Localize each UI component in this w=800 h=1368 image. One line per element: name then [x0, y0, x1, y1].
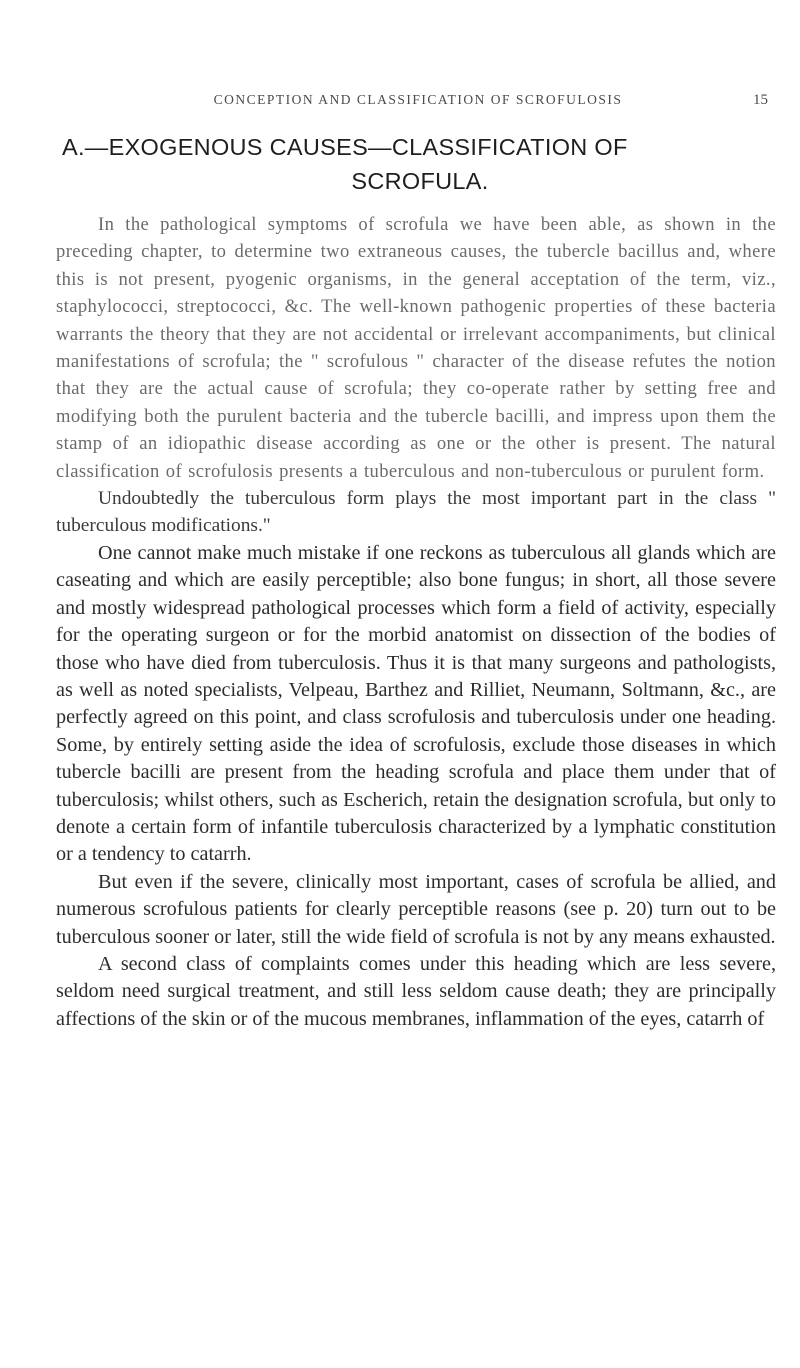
paragraph-4: But even if the severe, clinically most important, cases of scrofula be allied, and numerous scrofulous patients for clearly perceptible reasons (see p. 20) turn out to be tuberculous sooner or later, still the wide field of scrofula is not by any means exhausted.: [56, 870, 776, 948]
section-heading: [60, 130, 780, 198]
section-heading-line-2: SCROFULA.: [351, 168, 489, 194]
section-heading-line-1: A.—EXOGENOUS CAUSES—CLASSIFICATION OF: [62, 134, 628, 160]
paragraph-2: Undoubtedly the tuberculous form plays the most important part in the class " tuberculous modifications.": [56, 488, 776, 537]
paragraph-3: One cannot make much mistake if one reckons as tuberculous all glands which are caseating and which are easily perceptible; also bone fungus; in short, all those severe and mostly widespread pathological processes which form a field of activity, especially for the operating surgeon or for the morbid anatomist on dissection of the bodies of those who have died from tuberculosis. Thus it is that many surgeons and pathologists, as well as noted specialists, Velpeau, Barthez and Rilliet, Neumann, Soltmann, &c., are perfectly agreed on this point, and class scrofulosis and tuberculosis under one heading. Some, by entirely setting aside the idea of scrofulosis, exclude those diseases in which tubercle bacilli are present from the heading scrofula and place them under that of tuberculosis; whilst others, such as Escherich, retain the designation scrofula, but only to denote a certain form of infantile tuberculosis characterized by a lymphatic constitution or a tendency to catarrh.: [56, 541, 776, 866]
paragraph-5: A second class of complaints comes under this heading which are less severe, seldom need surgical treatment, and still less seldom cause death; they are principally affections of the skin or of the mucous membranes, inflammation of the eyes, catarrh of: [56, 952, 776, 1030]
paragraph-1: In the pathological symptoms of scrofula we have been able, as shown in the preceding chapter, to determine two extraneous causes, the tubercle bacillus and, where this is not present, pyogenic organisms, in the general acceptation of the term, viz., staphylococci, streptococci, &c. The well-known pathogenic properties of these bacteria warrants the theory that they are not accidental or irrelevant accompaniments, but clinical manifestations of scrofula; the " scrofulous " character of the disease refutes the notion that they are the actual cause of scrofula; they co-operate rather by setting free and modifying both the purulent bacteria and the tubercle bacilli, and impress upon them the stamp of an idiopathic disease according as one or the other is present. The natural classification of scrofulosis presents a tuberculous and non-tuberculous or purulent form.: [56, 214, 776, 482]
body-text: [56, 211, 776, 1033]
running-head-title: CONCEPTION AND CLASSIFICATION OF SCROFULOSIS: [213, 92, 623, 107]
running-head: [118, 92, 768, 116]
page-number: 15: [753, 92, 768, 108]
